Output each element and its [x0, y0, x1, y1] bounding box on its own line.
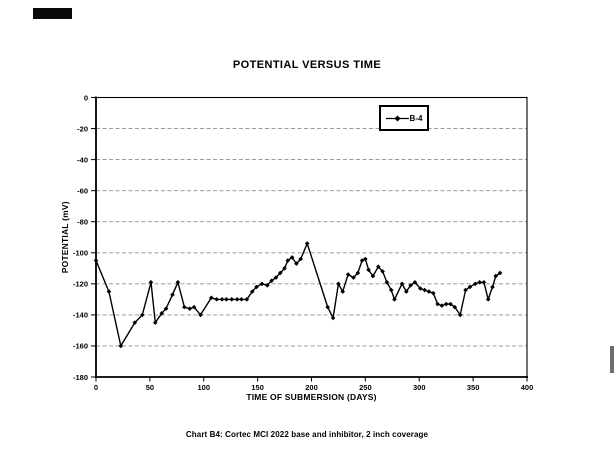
svg-text:0: 0: [83, 93, 88, 103]
x-axis-ticks: [94, 377, 533, 392]
y-axis-ticks: [73, 93, 96, 382]
svg-text:250: 250: [359, 383, 372, 392]
svg-text:POTENTIAL (mV): POTENTIAL (mV): [60, 201, 70, 274]
svg-text:350: 350: [466, 383, 480, 392]
svg-text:-120: -120: [72, 279, 88, 289]
svg-text:-180: -180: [72, 372, 88, 382]
series-b-4: [94, 241, 503, 348]
svg-text:-160: -160: [72, 341, 88, 351]
legend-box: [379, 105, 429, 131]
axes: [95, 97, 528, 379]
svg-text:-140: -140: [72, 310, 88, 320]
svg-text:100: 100: [197, 383, 211, 392]
svg-text:-80: -80: [77, 217, 88, 227]
svg-text:-20: -20: [77, 124, 88, 134]
svg-text:300: 300: [412, 383, 426, 392]
legend-line-marker-icon: [386, 114, 409, 123]
svg-text:150: 150: [251, 383, 264, 392]
chart-title: POTENTIAL VERSUS TIME: [232, 59, 382, 71]
svg-text:-100: -100: [72, 248, 88, 258]
legend-series-label: B-4: [409, 113, 423, 123]
svg-text:-40: -40: [77, 155, 88, 165]
svg-text:0: 0: [93, 383, 99, 392]
svg-text:400: 400: [520, 383, 534, 392]
svg-text:200: 200: [305, 383, 318, 392]
svg-text:50: 50: [145, 383, 155, 392]
svg-text:TIME OF SUBMERSION (DAYS): TIME OF SUBMERSION (DAYS): [246, 392, 377, 402]
svg-text:-60: -60: [77, 186, 88, 196]
chart-caption: Chart B4: Cortec MCI 2022 base and inhibitor, 2 inch coverage: [185, 430, 429, 439]
axis-titles: [60, 201, 377, 402]
